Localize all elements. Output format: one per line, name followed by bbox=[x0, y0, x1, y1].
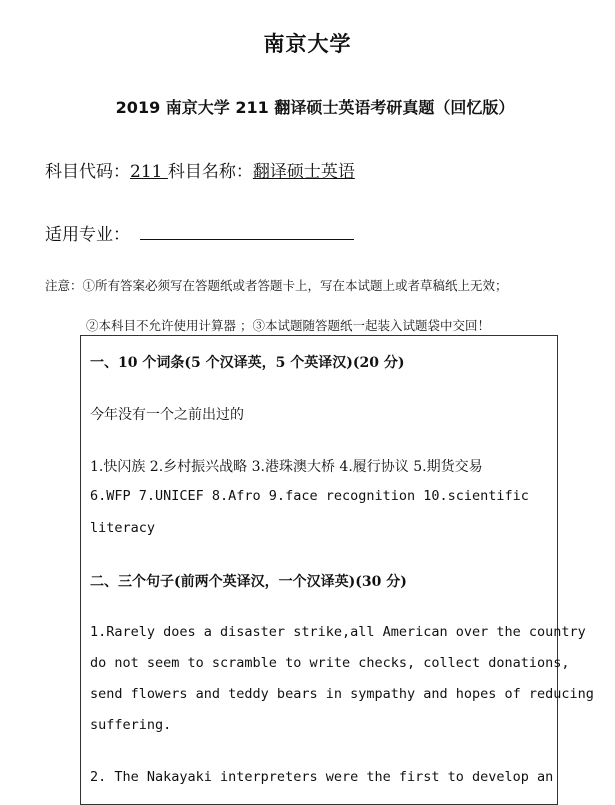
section1-terms-line3: literacy bbox=[90, 520, 156, 536]
section2-q1-line3: send flowers and teddy bears in sympathy and hopes of reducing bbox=[90, 686, 594, 702]
section1-heading: 一、10 个词条(5 个汉译英，5 个英译汉)(20 分) bbox=[90, 355, 405, 371]
notice-line-1: 注意：①所有答案必须写在答题纸或者答题卡上，写在本试题上或者草稿纸上无效； bbox=[45, 278, 508, 293]
questions-box bbox=[80, 335, 594, 805]
subject-line bbox=[45, 157, 355, 182]
section2-q2-line1: 2. The Nakayaki interpreters were the first to develop an bbox=[90, 769, 554, 785]
section1-terms-line2: 6.WFP 7.UNICEF 8.Afro 9.face recognition 10.scientific bbox=[90, 488, 529, 504]
section2-q1-line2: do not seem to scramble to write checks, collect donations, bbox=[90, 655, 570, 671]
subject-name-label: 科目名称： bbox=[167, 162, 253, 182]
major-blank-underline bbox=[140, 225, 354, 240]
major-line bbox=[45, 220, 354, 245]
section1-note: 今年没有一个之前出过的 bbox=[90, 407, 244, 423]
section2-q1-line4: suffering. bbox=[90, 717, 172, 733]
major-label: 适用专业： bbox=[45, 225, 130, 245]
exam-subtitle: 2019 南京大学 211 翻译硕士英语考研真题（回忆版） bbox=[115, 98, 515, 117]
subject-code-value: 211 bbox=[130, 162, 168, 182]
subject-name-value: 翻译硕士英语 bbox=[252, 162, 355, 182]
university-title: 南京大学 bbox=[263, 32, 352, 56]
section2-q1-line1: 1.Rarely does a disaster strike,all American over the country bbox=[90, 624, 586, 640]
notice-line-2: ②本科目不允许使用计算器 ；③本试题随答题纸一起装入试题袋中交回！ bbox=[86, 318, 490, 333]
section1-terms-line1: 1.快闪族 2.乡村振兴战略 3.港珠澳大桥 4.履行协议 5.期货交易 bbox=[90, 459, 483, 475]
section2-heading: 二、三个句子(前两个英译汉，一个汉译英)(30 分) bbox=[90, 574, 407, 590]
subject-code-label: 科目代码： bbox=[45, 162, 130, 182]
